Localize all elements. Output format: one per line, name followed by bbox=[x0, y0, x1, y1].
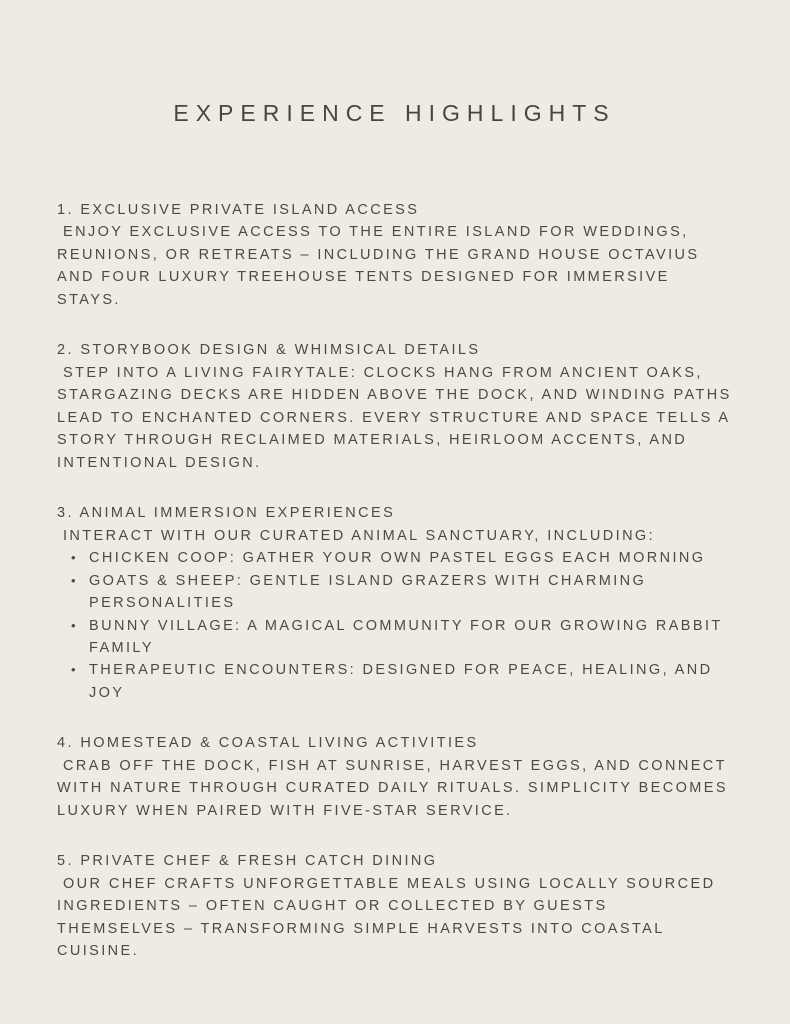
bullet-icon: • bbox=[71, 550, 78, 566]
list-item-text: GOATS & SHEEP: GENTLE ISLAND GRAZERS WITH CHARMING PERSONALITIES bbox=[89, 572, 647, 612]
section-body: INTERACT WITH OUR CURATED ANIMAL SANCTUARY, INCLUDING: bbox=[63, 527, 656, 544]
section-body: ENJOY EXCLUSIVE ACCESS TO THE ENTIRE ISLAND FOR WEDDINGS, REUNIONS, OR RETREATS – INCLUDING THE GRAND HOUSE OCTAVIUS AND FOUR LUXURY TREEHOUSE TENTS DESIGNED FOR IMMERSIVE STAYS. bbox=[57, 224, 700, 308]
section-body: OUR CHEF CRAFTS UNFORGETTABLE MEALS USING LOCALLY SOURCED INGREDIENTS – OFTEN CAUGHT OR COLLECTED BY GUESTS THEMSELVES – TRANSFORMING SIMPLE HARVESTS INTO COASTAL CUISINE. bbox=[57, 875, 716, 960]
bullet-icon: • bbox=[71, 662, 78, 678]
section-body: STEP INTO A LIVING FAIRYTALE: CLOCKS HANG FROM ANCIENT OAKS, STARGAZING DECKS ARE HIDDEN ABOVE THE DOCK, AND WINDING PATHS LEAD TO ENCHANTED CORNERS. EVERY STRUCTURE AND SPACE TELLS A STORY THROUGH RECLAIMED MATERIALS, HEIRLOOM ACCENTS, AND INTENTIONAL DESIGN. bbox=[57, 364, 732, 471]
section-storybook-design bbox=[57, 339, 732, 474]
bullet-icon: • bbox=[71, 617, 78, 633]
list-item-text: CHICKEN COOP: GATHER YOUR OWN PASTEL EGGS EACH MORNING bbox=[89, 550, 706, 567]
section-heading: 1. EXCLUSIVE PRIVATE ISLAND ACCESS bbox=[57, 202, 420, 218]
animal-experiences-list bbox=[57, 547, 732, 704]
list-item bbox=[71, 547, 732, 569]
section-animal-immersion bbox=[57, 502, 732, 704]
section-private-island-access bbox=[57, 199, 732, 311]
list-item bbox=[71, 570, 732, 615]
list-item bbox=[71, 659, 732, 704]
section-heading: 3. ANIMAL IMMERSION EXPERIENCES bbox=[57, 505, 396, 522]
section-body: CRAB OFF THE DOCK, FISH AT SUNRISE, HARVEST EGGS, AND CONNECT WITH NATURE THROUGH CURATED DAILY RITUALS. SIMPLICITY BECOMES LUXURY WHEN PAIRED WITH FIVE-STAR SERVICE. bbox=[57, 757, 728, 819]
section-heading: 2. STORYBOOK DESIGN & WHIMSICAL DETAILS bbox=[57, 342, 481, 359]
section-heading: 5. PRIVATE CHEF & FRESH CATCH DINING bbox=[57, 853, 438, 870]
list-item-text: THERAPEUTIC ENCOUNTERS: DESIGNED FOR PEACE, HEALING, AND JOY bbox=[89, 662, 713, 701]
bullet-icon: • bbox=[71, 572, 78, 588]
list-item-text: BUNNY VILLAGE: A MAGICAL COMMUNITY FOR OUR GROWING RABBIT FAMILY bbox=[89, 617, 723, 656]
page-title: EXPERIENCE HIGHLIGHTS bbox=[173, 100, 616, 126]
section-private-chef-dining bbox=[57, 850, 732, 962]
section-heading: 4. HOMESTEAD & COASTAL LIVING ACTIVITIES bbox=[57, 735, 479, 752]
section-homestead-coastal-living bbox=[57, 732, 732, 822]
list-item bbox=[71, 615, 732, 660]
